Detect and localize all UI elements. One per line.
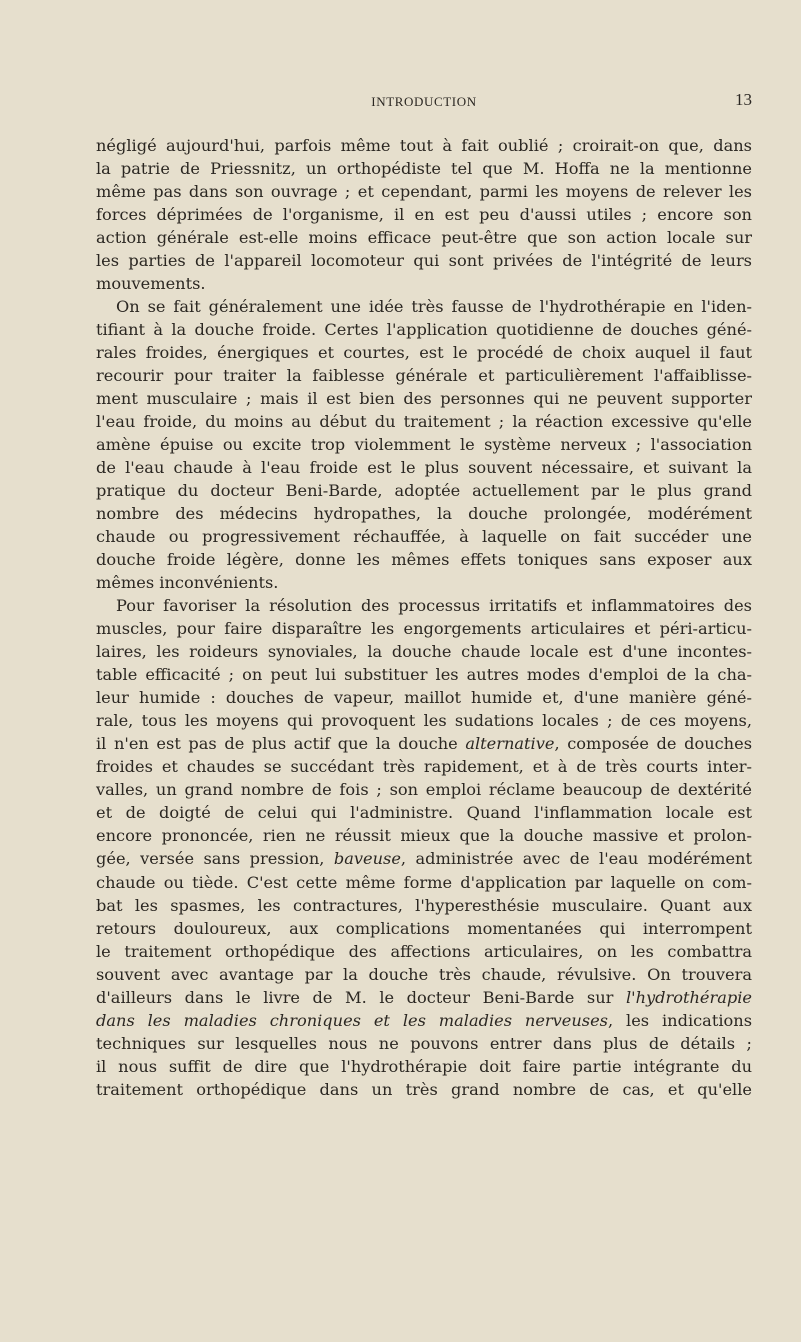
text-line: muscles, pour faire disparaître les engorgements articulaires et péri-articu- — [96, 619, 752, 639]
text-line: action générale est-elle moins efficace peut-être que son action locale sur — [96, 228, 752, 248]
text-line: rale, tous les moyens qui provoquent les sudations locales ; de ces moyens, — [96, 711, 752, 731]
text-line: Pour favoriser la résolution des processus irritatifs et inflammatoires des — [116, 596, 752, 616]
text-line: table efficacité ; on peut lui substituer les autres modes d'emploi de la cha- — [96, 665, 752, 685]
text-line: le traitement orthopédique des affections articulaires, on les combattra — [96, 941, 752, 961]
text-line: laires, les roideurs synoviales, la douche chaude locale est d'une incontes- — [96, 642, 752, 662]
text-line: de l'eau chaude à l'eau froide est le plus souvent nécessaire, et suivant la — [96, 458, 752, 478]
text-line: dans les maladies chroniques et les maladies nerveuses, les indications — [96, 1010, 752, 1030]
text-line: d'ailleurs dans le livre de M. le docteur Beni-Barde sur l'hydrothérapie — [96, 987, 752, 1007]
running-title: INTRODUCTION — [371, 94, 477, 109]
text-line: tifiant à la douche froide. Certes l'application quotidienne de douches géné- — [96, 320, 752, 340]
text-line: gée, versée sans pression, baveuse, administrée avec de l'eau modérément — [96, 849, 752, 869]
text-line: l'eau froide, du moins au début du traitement ; la réaction excessive qu'elle — [96, 412, 752, 432]
text-line: chaude ou progressivement réchauffée, à laquelle on fait succéder une — [96, 527, 752, 547]
text-line: traitement orthopédique dans un très grand nombre de cas, et qu'elle — [96, 1079, 752, 1099]
text-line: retours douloureux, aux complications momentanées qui interrompent — [96, 918, 752, 938]
running-header — [96, 90, 752, 112]
text-line: ment musculaire ; mais il est bien des personnes qui ne peuvent supporter — [96, 389, 752, 409]
text-line: douche froide légère, donne les mêmes effets toniques sans exposer aux — [96, 550, 752, 570]
text-line: techniques sur lesquelles nous ne pouvons entrer dans plus de détails ; — [96, 1033, 752, 1053]
page-number: 13 — [735, 90, 752, 109]
text-line: valles, un grand nombre de fois ; son emploi réclame beaucoup de dextérité — [96, 780, 752, 800]
text-line: il nous suffit de dire que l'hydrothérapie doit faire partie intégrante du — [96, 1056, 752, 1076]
text-line: même pas dans son ouvrage ; et cependant, parmi les moyens de relever les — [96, 182, 752, 202]
text-line: mouvements. — [96, 274, 206, 294]
text-line: pratique du docteur Beni-Barde, adoptée actuellement par le plus grand — [96, 481, 752, 501]
text-line: les parties de l'appareil locomoteur qui sont privées de l'intégrité de leurs — [96, 251, 752, 271]
text-line: il n'en est pas de plus actif que la douche alternative, composée de douches — [96, 734, 752, 754]
text-line: amène épuise ou excite trop violemment le système nerveux ; l'association — [96, 435, 752, 455]
text-line: encore prononcée, rien ne réussit mieux que la douche massive et prolon- — [96, 826, 752, 846]
text-line: chaude ou tiède. C'est cette même forme d'application par laquelle on com- — [96, 872, 752, 892]
text-line: forces déprimées de l'organisme, il en est peu d'aussi utiles ; encore son — [96, 205, 752, 225]
text-line: froides et chaudes se succédant très rapidement, et à de très courts inter- — [96, 757, 752, 777]
text-line: nombre des médecins hydropathes, la douche prolongée, modérément — [96, 504, 752, 524]
text-line: rales froides, énergiques et courtes, est le procédé de choix auquel il faut — [96, 343, 752, 363]
text-line: souvent avec avantage par la douche très chaude, révulsive. On trouvera — [96, 964, 752, 984]
body-text — [96, 134, 752, 1101]
text-line: la patrie de Priessnitz, un orthopédiste tel que M. Hoffa ne la mentionne — [96, 159, 752, 179]
text-line: mêmes inconvénients. — [96, 573, 279, 593]
text-line: et de doigté de celui qui l'administre. Quand l'inflammation locale est — [96, 803, 752, 823]
text-line: bat les spasmes, les contractures, l'hyperesthésie musculaire. Quant aux — [96, 895, 752, 915]
text-line: leur humide : douches de vapeur, maillot humide et, d'une manière géné- — [96, 688, 752, 708]
text-line: négligé aujourd'hui, parfois même tout à fait oublié ; croirait-on que, dans — [96, 136, 752, 155]
text-line: On se fait généralement une idée très fausse de l'hydrothérapie en l'iden- — [116, 297, 752, 317]
text-line: recourir pour traiter la faiblesse générale et particulièrement l'affaiblisse- — [96, 366, 752, 386]
